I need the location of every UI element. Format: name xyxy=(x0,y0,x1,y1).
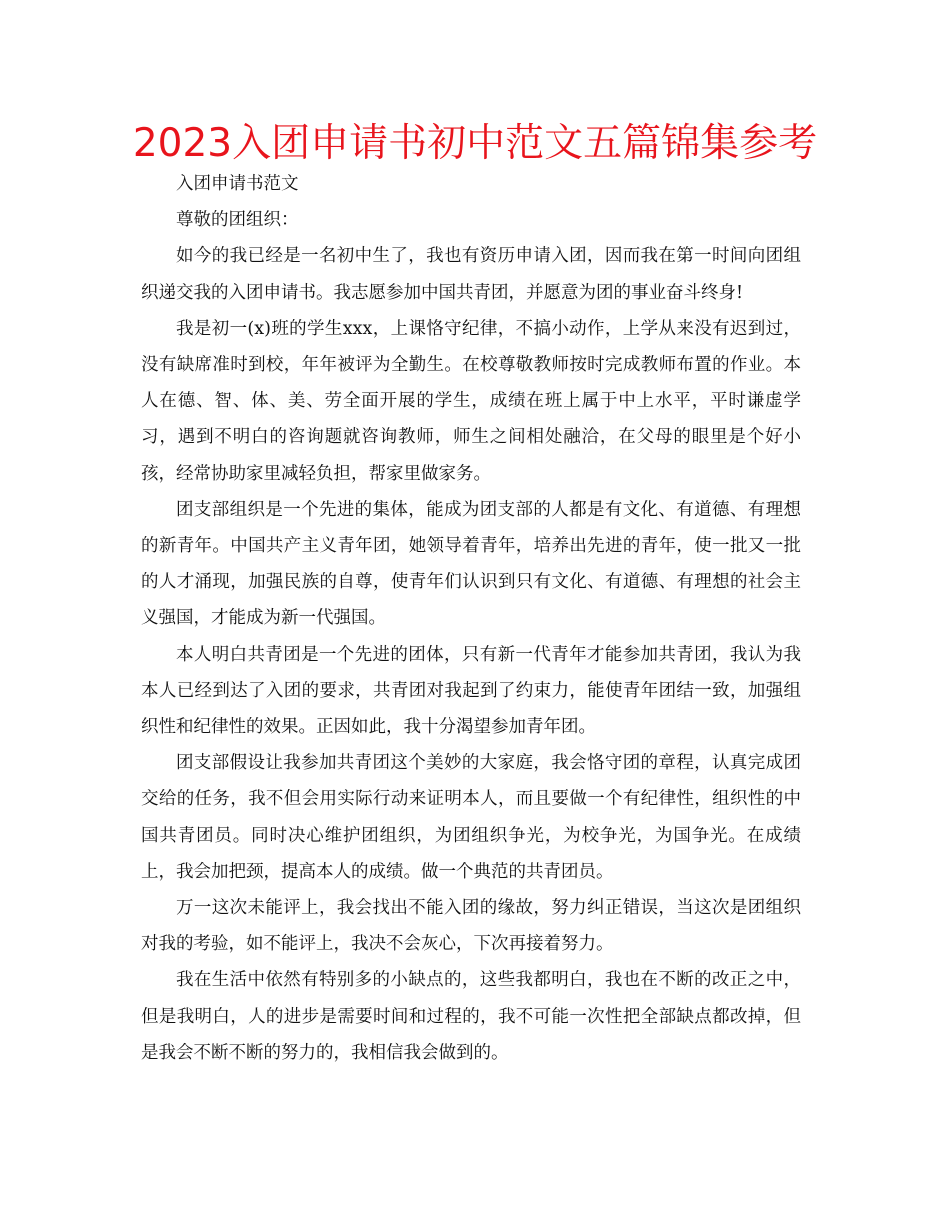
body-paragraph: 团支部假设让我参加共青团这个美妙的大家庭，我会恪守团的章程，认真完成团交给的任务，我不但会用实际行动来证明本人，而且要做一个有纪律性，组织性的中国共青团员。同时决心维护团组织，为团组织争光，为校争光，为国争光。在成绩上，我会加把颈，提高本人的成绩。做一个典范的共青团员。 xyxy=(141,753,801,882)
body-paragraph: 万一这次未能评上，我会找出不能入团的缘故，努力纠正错误，当这次是团组织对我的考验，如不能评上，我决不会灰心，下次再接着努力。 xyxy=(141,898,801,955)
body-paragraph: 我在生活中依然有特别多的小缺点的，这些我都明白，我也在不断的改正之中，但是我明白，人的进步是需要时间和过程的，我不可能一次性把全部缺点都改掉，但是我会不断不断的努力的，我相信我会做到的。 xyxy=(141,970,801,1063)
subtitle-paragraph: 入团申请书范文 xyxy=(176,174,299,194)
body-paragraph: 我是初一(x)班的学生xxx，上课恪守纪律，不搞小动作，上学从来没有迟到过，没有缺席准时到校，年年被评为全勤生。在校尊敬教师按时完成教师布置的作业。本人在德、智、体、美、劳全面开展的学生，成绩在班上属于中上水平，平时谦虚学习，遇到不明白的咨询题就咨询教师，师生之间相处融洽，在父母的眼里是个好小孩，经常协助家里减轻负担，帮家里做家务。 xyxy=(141,318,801,484)
body-paragraph: 如今的我已经是一名初中生了，我也有资历申请入团，因而我在第一时间向团组织递交我的入团申请书。我志愿参加中国共青团，并愿意为团的事业奋斗终身! xyxy=(141,246,801,303)
document-title: 2023入团申请书初中范文五篇锦集参考 xyxy=(132,121,818,166)
document-body xyxy=(141,166,801,1071)
body-paragraph: 团支部组织是一个先进的集体，能成为团支部的人都是有文化、有道德、有理想的新青年。中国共产主义青年团，她领导着青年，培养出先进的青年，使一批又一批的人才涌现，加强民族的自尊，使青年们认识到只有文化、有道德、有理想的社会主义强国，才能成为新一代强国。 xyxy=(141,499,801,629)
salutation-paragraph: 尊敬的团组织： xyxy=(176,210,299,231)
body-paragraph: 本人明白共青团是一个先进的团体，只有新一代青年才能参加共青团，我认为我本人已经到达了入团的要求，共青团对我起到了约束力，能使青年团结一致，加强组织性和纪律性的效果。正因如此，我十分渴望参加青年团。 xyxy=(141,644,801,738)
